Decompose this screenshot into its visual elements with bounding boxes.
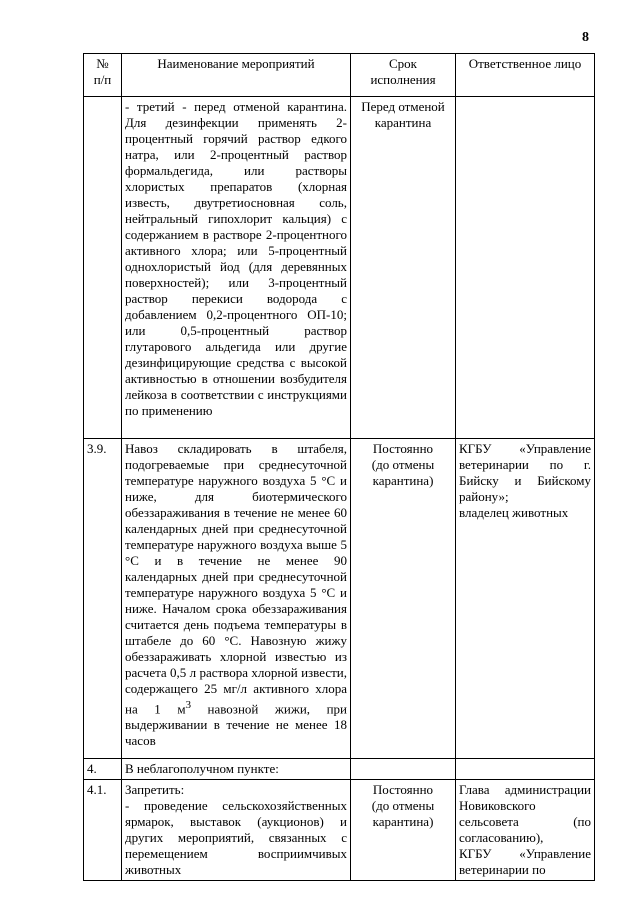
header-name: Наименование мероприятий — [122, 54, 351, 97]
row-text-main: Навоз складировать в штабеля, подогреваемые при среднесуточной температуре наружного воздуха 5 °С и ниже, для биотермического обеззараживания в течение не менее 60 календарных дней при среднесуточной температуре наружного воздуха выше 5 °С и в течение не менее 90 календарных дней при среднесуточной температуре наружного воздуха 5 °С и ниже. Началом срока обеззараживания считается день подъема температуры в штабеле до 60 °С. Навозную жижу обеззараживать хлорной известью из расчета 0,5 л раствора хлорной извести, содержащего 25 мг/л активного хлора на 1 м — [125, 441, 347, 717]
header-responsible: Ответственное лицо — [456, 54, 595, 97]
row-term: Постоянно (до отмены карантина) — [351, 439, 456, 759]
table-row — [84, 97, 595, 439]
table-header-row — [84, 54, 595, 97]
row-text: В неблагополучном пункте: — [122, 759, 351, 780]
row-text — [122, 780, 351, 881]
header-term: Срок исполнения — [351, 54, 456, 97]
row-responsible — [456, 759, 595, 780]
row-num — [84, 97, 122, 439]
table-row — [84, 759, 595, 780]
row-term — [351, 759, 456, 780]
row-text: - третий - перед отменой карантина. Для дезинфекции применять 2-процентный горячий раствор едкого натра, или 2-процентный раствор формальдегида, или растворы хлористых препаратов (хлорная известь, двутретиосновная соль, нейтральный гипохлорит кальция) с содержанием в растворе 2-процентного активного хлора; или 5-процентный однохлористый йод (для деревянных поверхностей); или 3-процентный раствор перекиси водорода с добавлением 0,2-процентного ОП-10; или 0,5-процентный раствор глутарового альдегида или другие дезинфицирующие средства с высокой активностью в отношении возбудителя лейкоза в соответствии с инструкциями по применению — [122, 97, 351, 439]
row-num: 4. — [84, 759, 122, 780]
table-row — [84, 439, 595, 759]
measures-table — [83, 53, 595, 881]
row-text-superscript: 3 — [185, 699, 191, 711]
row-num: 3.9. — [84, 439, 122, 759]
row-responsible — [456, 97, 595, 439]
row-text-head: Запретить: — [125, 782, 185, 797]
row-num: 4.1. — [84, 780, 122, 881]
row-text — [122, 439, 351, 759]
row-term: Постоянно (до отмены карантина) — [351, 780, 456, 881]
row-responsible: КГБУ «Управление ветеринарии по г. Бийску и Бийскому району»; владелец животных — [456, 439, 595, 759]
table-row — [84, 780, 595, 881]
row-term: Перед отменой карантина — [351, 97, 456, 439]
row-text-body: - проведение сельскохозяйственных ярмарок, выставок (аукционов) и других мероприятий, связанных с перемещением восприимчивых животных — [125, 798, 347, 877]
row-text-tail: навозной жижи, при выдерживании в течение не менее 18 часов — [125, 701, 347, 749]
row-responsible: Глава администрации Новиковского сельсовета (по согласованию), КГБУ «Управление ветеринарии по — [456, 780, 595, 881]
page-number: 8 — [582, 30, 589, 45]
header-num: № п/п — [84, 54, 122, 97]
